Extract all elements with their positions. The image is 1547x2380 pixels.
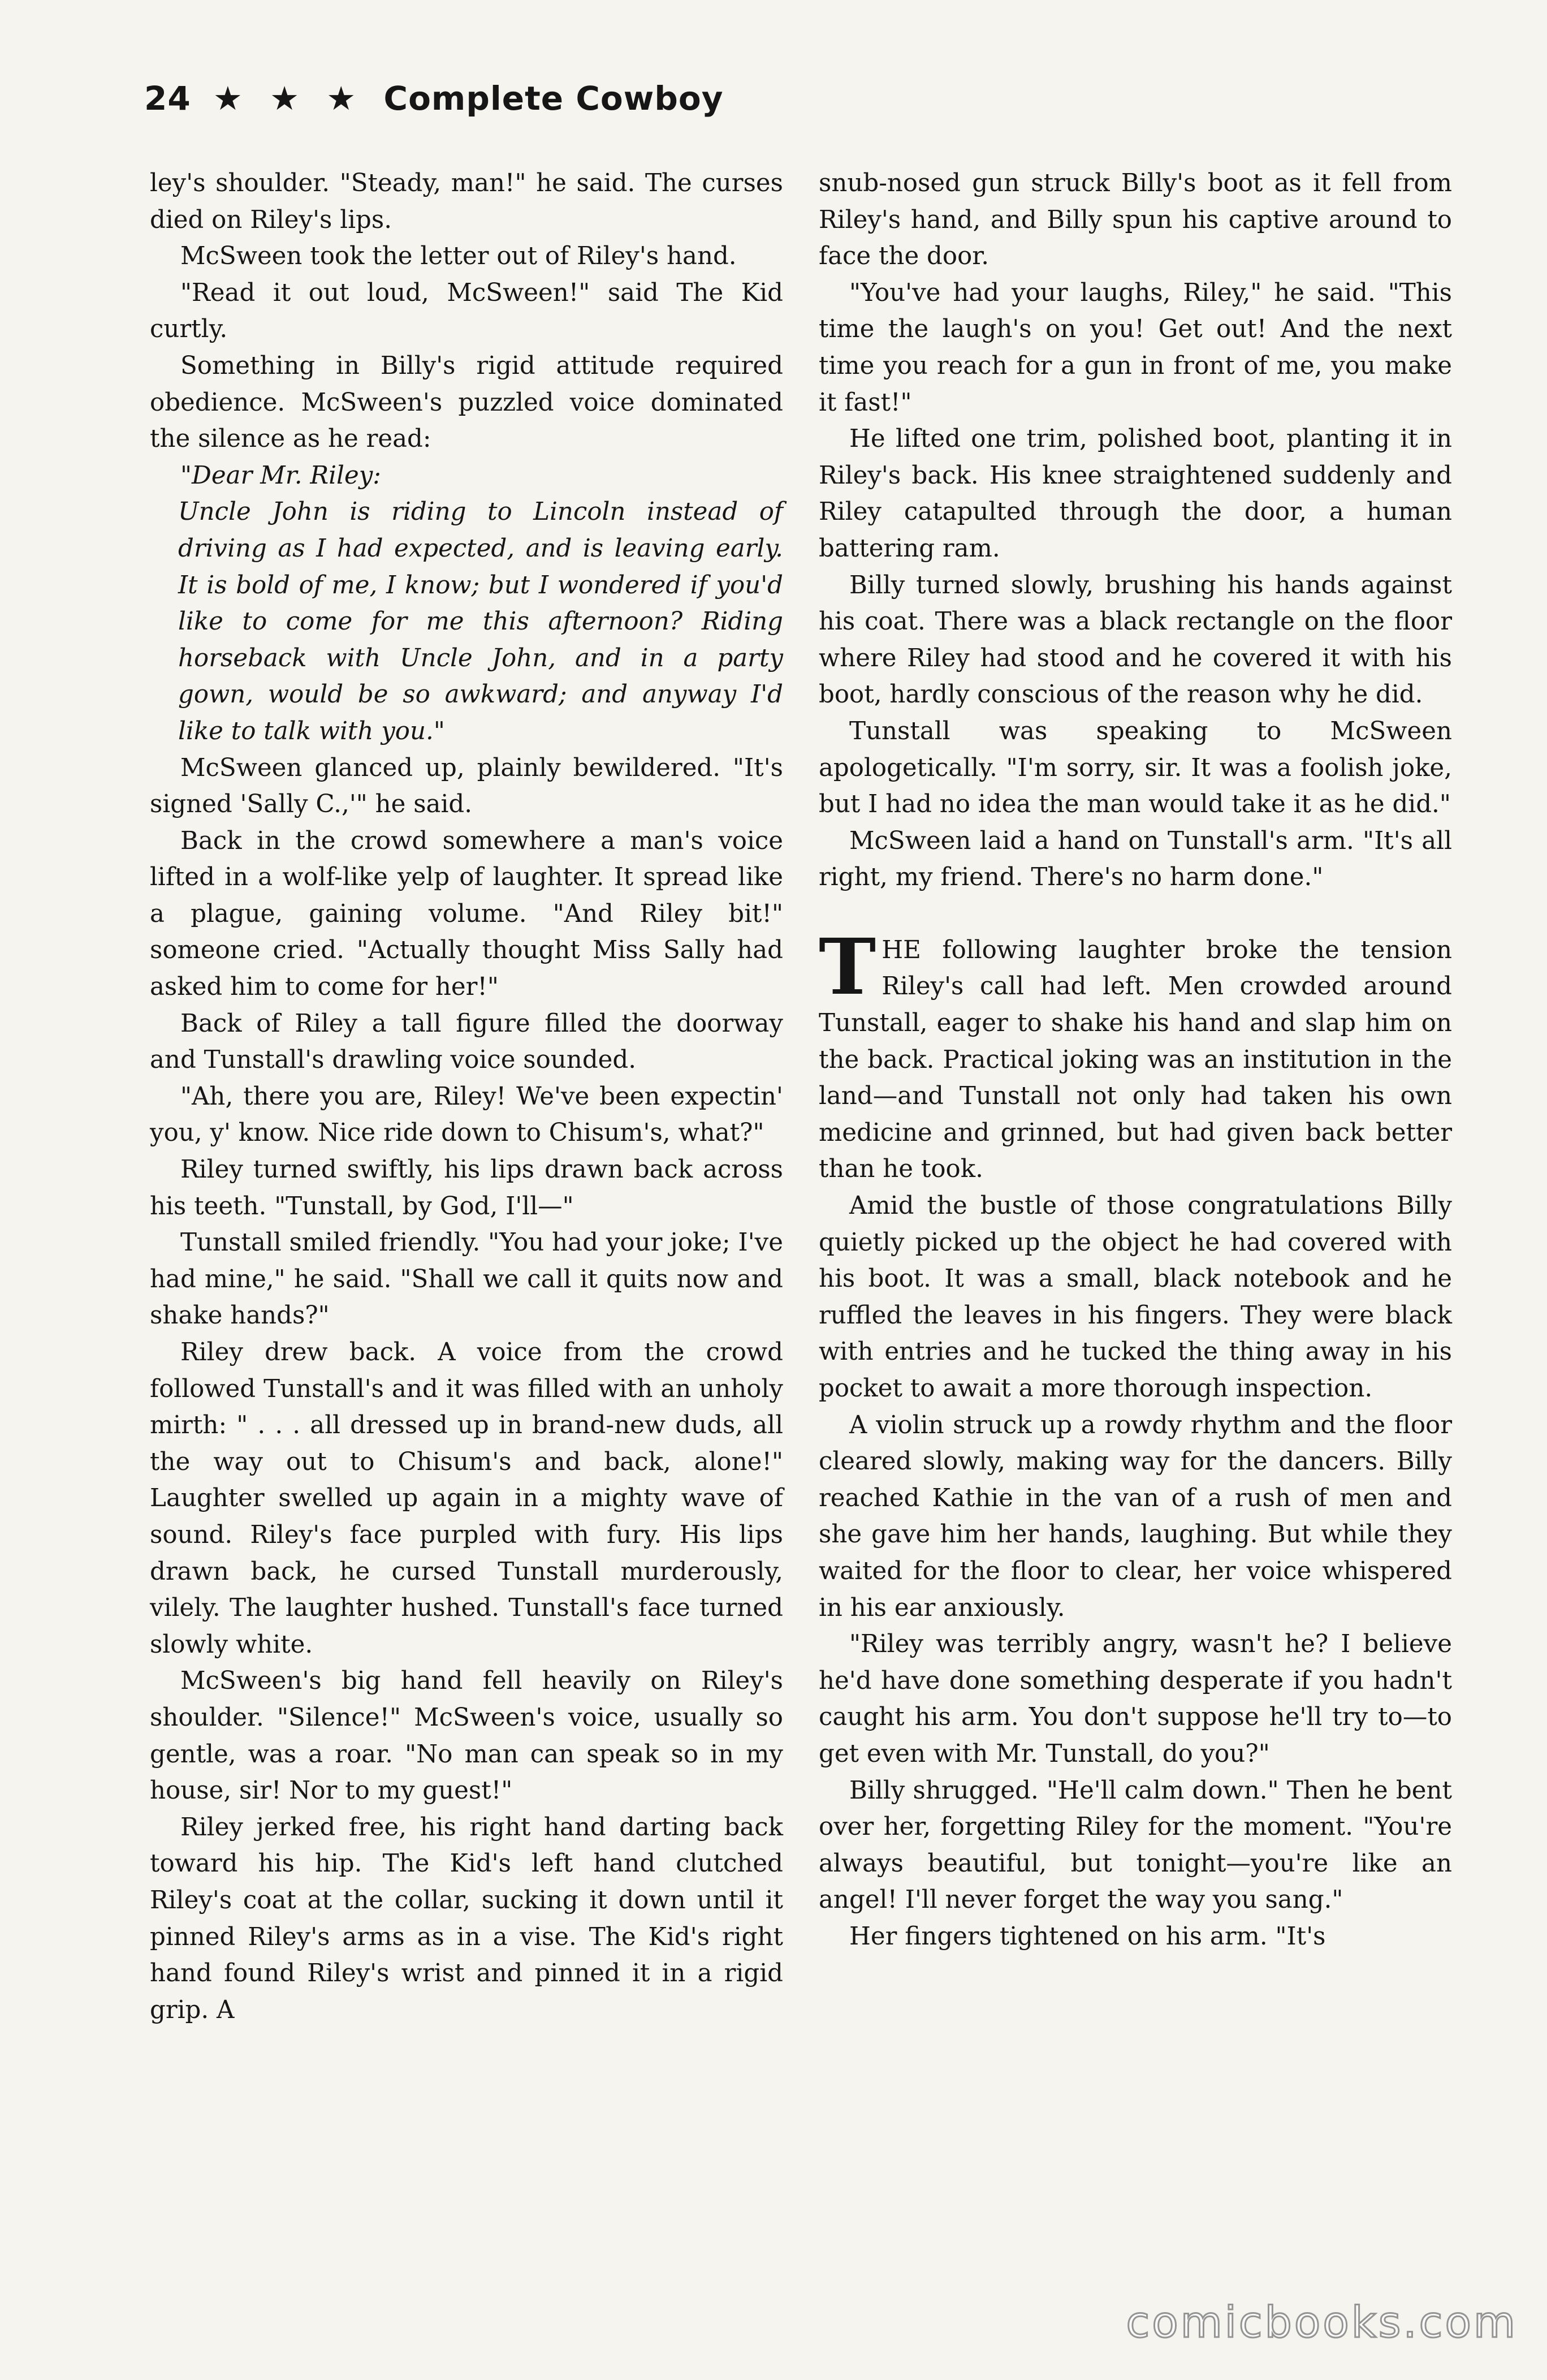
paragraph	[819, 713, 1452, 823]
paragraph-text: Amid the bustle of those congratulations Billy quietly picked up the object he had covered with his boot. It was a small, black notebook and he ruffled the leaves in his fingers. They were black with entries and he tucked the thing away in his pocket to await a more thorough inspection.	[819, 1192, 1452, 1403]
paragraph	[150, 1079, 783, 1152]
paragraph	[150, 238, 783, 275]
paragraph-text: Riley turned swiftly, his lips drawn back across his teeth. "Tunstall, by God, I'll—"	[150, 1155, 783, 1221]
left-column	[150, 165, 783, 2028]
paragraph	[819, 1626, 1452, 1772]
paragraph-text: McSween's big hand fell heavily on Riley's shoulder. "Silence!" McSween's voice, usually so gentle, was a roar. "No man can speak so in my house, sir! Nor to my guest!"	[150, 1667, 783, 1805]
page-number: 24	[144, 79, 191, 118]
paragraph-text: "You've had your laughs, Riley," he said. "This time the laugh's on you! Get out! And the next time you reach for a gun in front of me, you make it fast!"	[819, 278, 1452, 417]
paragraph	[819, 921, 1452, 1188]
paragraph-text: Tunstall smiled friendly. "You had your joke; I've had mine," he said. "Shall we call it quits now and shake hands?"	[150, 1228, 783, 1330]
paragraph-text: "Dear Mr. Riley:	[180, 461, 381, 490]
paragraph-text: Back in the crowd somewhere a man's voice lifted in a wolf-like yelp of laughter. It spread like a plague, gaining volume. "And Riley bit!" someone cried. "Actually thought Miss Sally had asked him to come for her!"	[150, 826, 783, 1002]
paragraph	[819, 1773, 1452, 1918]
right-column	[819, 165, 1452, 1955]
star-divider-icon: ★ ★ ★	[213, 79, 364, 118]
paragraph	[150, 275, 783, 348]
paragraph	[150, 1809, 783, 2029]
paragraph-text: Tunstall was speaking to McSween apologetically. "I'm sorry, sir. It was a foolish joke, but I had no idea the man would take it as he did."	[819, 717, 1452, 819]
paragraph-text: A violin struck up a rowdy rhythm and the floor cleared slowly, making way for the dancers. Billy reached Kathie in the van of a rush of men and she gave him her hands, laughing. But while they waited for the floor to clear, her voice whispered in his ear anxiously.	[819, 1411, 1452, 1622]
paragraph-text: snub-nosed gun struck Billy's boot as it fell from Riley's hand, and Billy spun his captive around to face the door.	[819, 169, 1452, 271]
paragraph-text: Riley jerked free, his right hand darting back toward his hip. The Kid's left hand clutched Riley's coat at the collar, sucking it down until it pinned Riley's arms as in a vise. The Kid's right hand found Riley's wrist and pinned it in a rigid grip. A	[150, 1813, 783, 2024]
paragraph-text: HE following laughter broke the tension Riley's call had left. Men crowded around Tunstall, eager to shake his hand and slap him on the back. Practical joking was an institution in the land—and Tunstall not only had taken his own medicine and grinned, but had given back better than he took.	[819, 935, 1452, 1184]
paragraph-text: "Ah, there you are, Riley! We've been expectin' you, y' know. Nice ride down to Chisum's, what?"	[150, 1082, 783, 1148]
page-header	[144, 79, 724, 118]
paragraph-text: McSween laid a hand on Tunstall's arm. "It's all right, my friend. There's no harm done."	[819, 826, 1452, 892]
paragraph	[150, 1334, 783, 1663]
paragraph-text: Riley drew back. A voice from the crowd followed Tunstall's and it was filled with an unholy mirth: " . . . all dressed up in brand-new duds, all the way out to Chisum's and back, alone!" Laughter swelled up again in a mighty wave of sound. Riley's face purpled with fury. His lips drawn back, he cursed Tunstall murderously, vilely. The laughter hushed. Tunstall's face turned slowly white.	[150, 1338, 783, 1659]
paragraph	[150, 823, 783, 1006]
paragraph	[819, 567, 1452, 713]
paragraph	[819, 275, 1452, 421]
watermark-logo: comicbooks.com	[1126, 2297, 1518, 2347]
paragraph-text: Something in Billy's rigid attitude required obedience. McSween's puzzled voice dominated the silence as he read:	[150, 351, 783, 454]
magazine-title: Complete Cowboy	[383, 79, 724, 118]
paragraph	[150, 1225, 783, 1334]
paragraph	[150, 494, 783, 749]
paragraph	[819, 1918, 1452, 1955]
paragraph	[819, 421, 1452, 567]
paragraph-text: "Riley was terribly angry, wasn't he? I believe he'd have done something desperate if you hadn't caught his arm. You don't suppose he'll try to—to get even with Mr. Tunstall, do you?"	[819, 1630, 1452, 1768]
paragraph	[819, 823, 1452, 896]
paragraph-text: Billy turned slowly, brushing his hands against his coat. There was a black rectangle on the floor where Riley had stood and he covered it with his boot, hardly conscious of the reason why he did.	[819, 571, 1452, 709]
paragraph-text: Her fingers tightened on his arm. "It's	[849, 1922, 1326, 1951]
paragraph-text: McSween glanced up, plainly bewildered. "It's signed 'Sally C.,'" he said.	[150, 753, 783, 819]
paragraph-text: ley's shoulder. "Steady, man!" he said. The curses died on Riley's lips.	[150, 169, 783, 234]
paragraph	[150, 1152, 783, 1225]
paragraph	[150, 458, 783, 494]
paragraph	[150, 750, 783, 823]
paragraph-text: Billy shrugged. "He'll calm down." Then he bent over her, forgetting Riley for the moment. "You're always beautiful, but tonight—you're like an angel! I'll never forget the way you sang."	[819, 1776, 1452, 1915]
paragraph-text: McSween took the letter out of Riley's hand.	[180, 242, 737, 271]
paragraph	[150, 1006, 783, 1079]
paragraph	[819, 165, 1452, 275]
paragraph	[150, 165, 783, 238]
paragraph	[819, 1407, 1452, 1627]
paragraph	[150, 1663, 783, 1809]
paragraph-text: Back of Riley a tall figure filled the doorway and Tunstall's drawling voice sounded.	[150, 1009, 783, 1075]
paragraph	[150, 348, 783, 458]
paragraph	[819, 1188, 1452, 1407]
drop-cap: T	[819, 921, 876, 1012]
paragraph-text: Uncle John is riding to Lincoln instead of driving as I had expected, and is leaving early. It is bold of me, I know; but I wondered if you'd like to come for me this afternoon? Riding horseback with Uncle John, and in a party gown, would be so awkward; and anyway I'd like to talk with you."	[178, 498, 783, 745]
paragraph-text: He lifted one trim, polished boot, planting it in Riley's back. His knee straightened suddenly and Riley catapulted through the door, a human battering ram.	[819, 425, 1452, 563]
paragraph-text: "Read it out loud, McSween!" said The Kid curtly.	[150, 278, 783, 344]
